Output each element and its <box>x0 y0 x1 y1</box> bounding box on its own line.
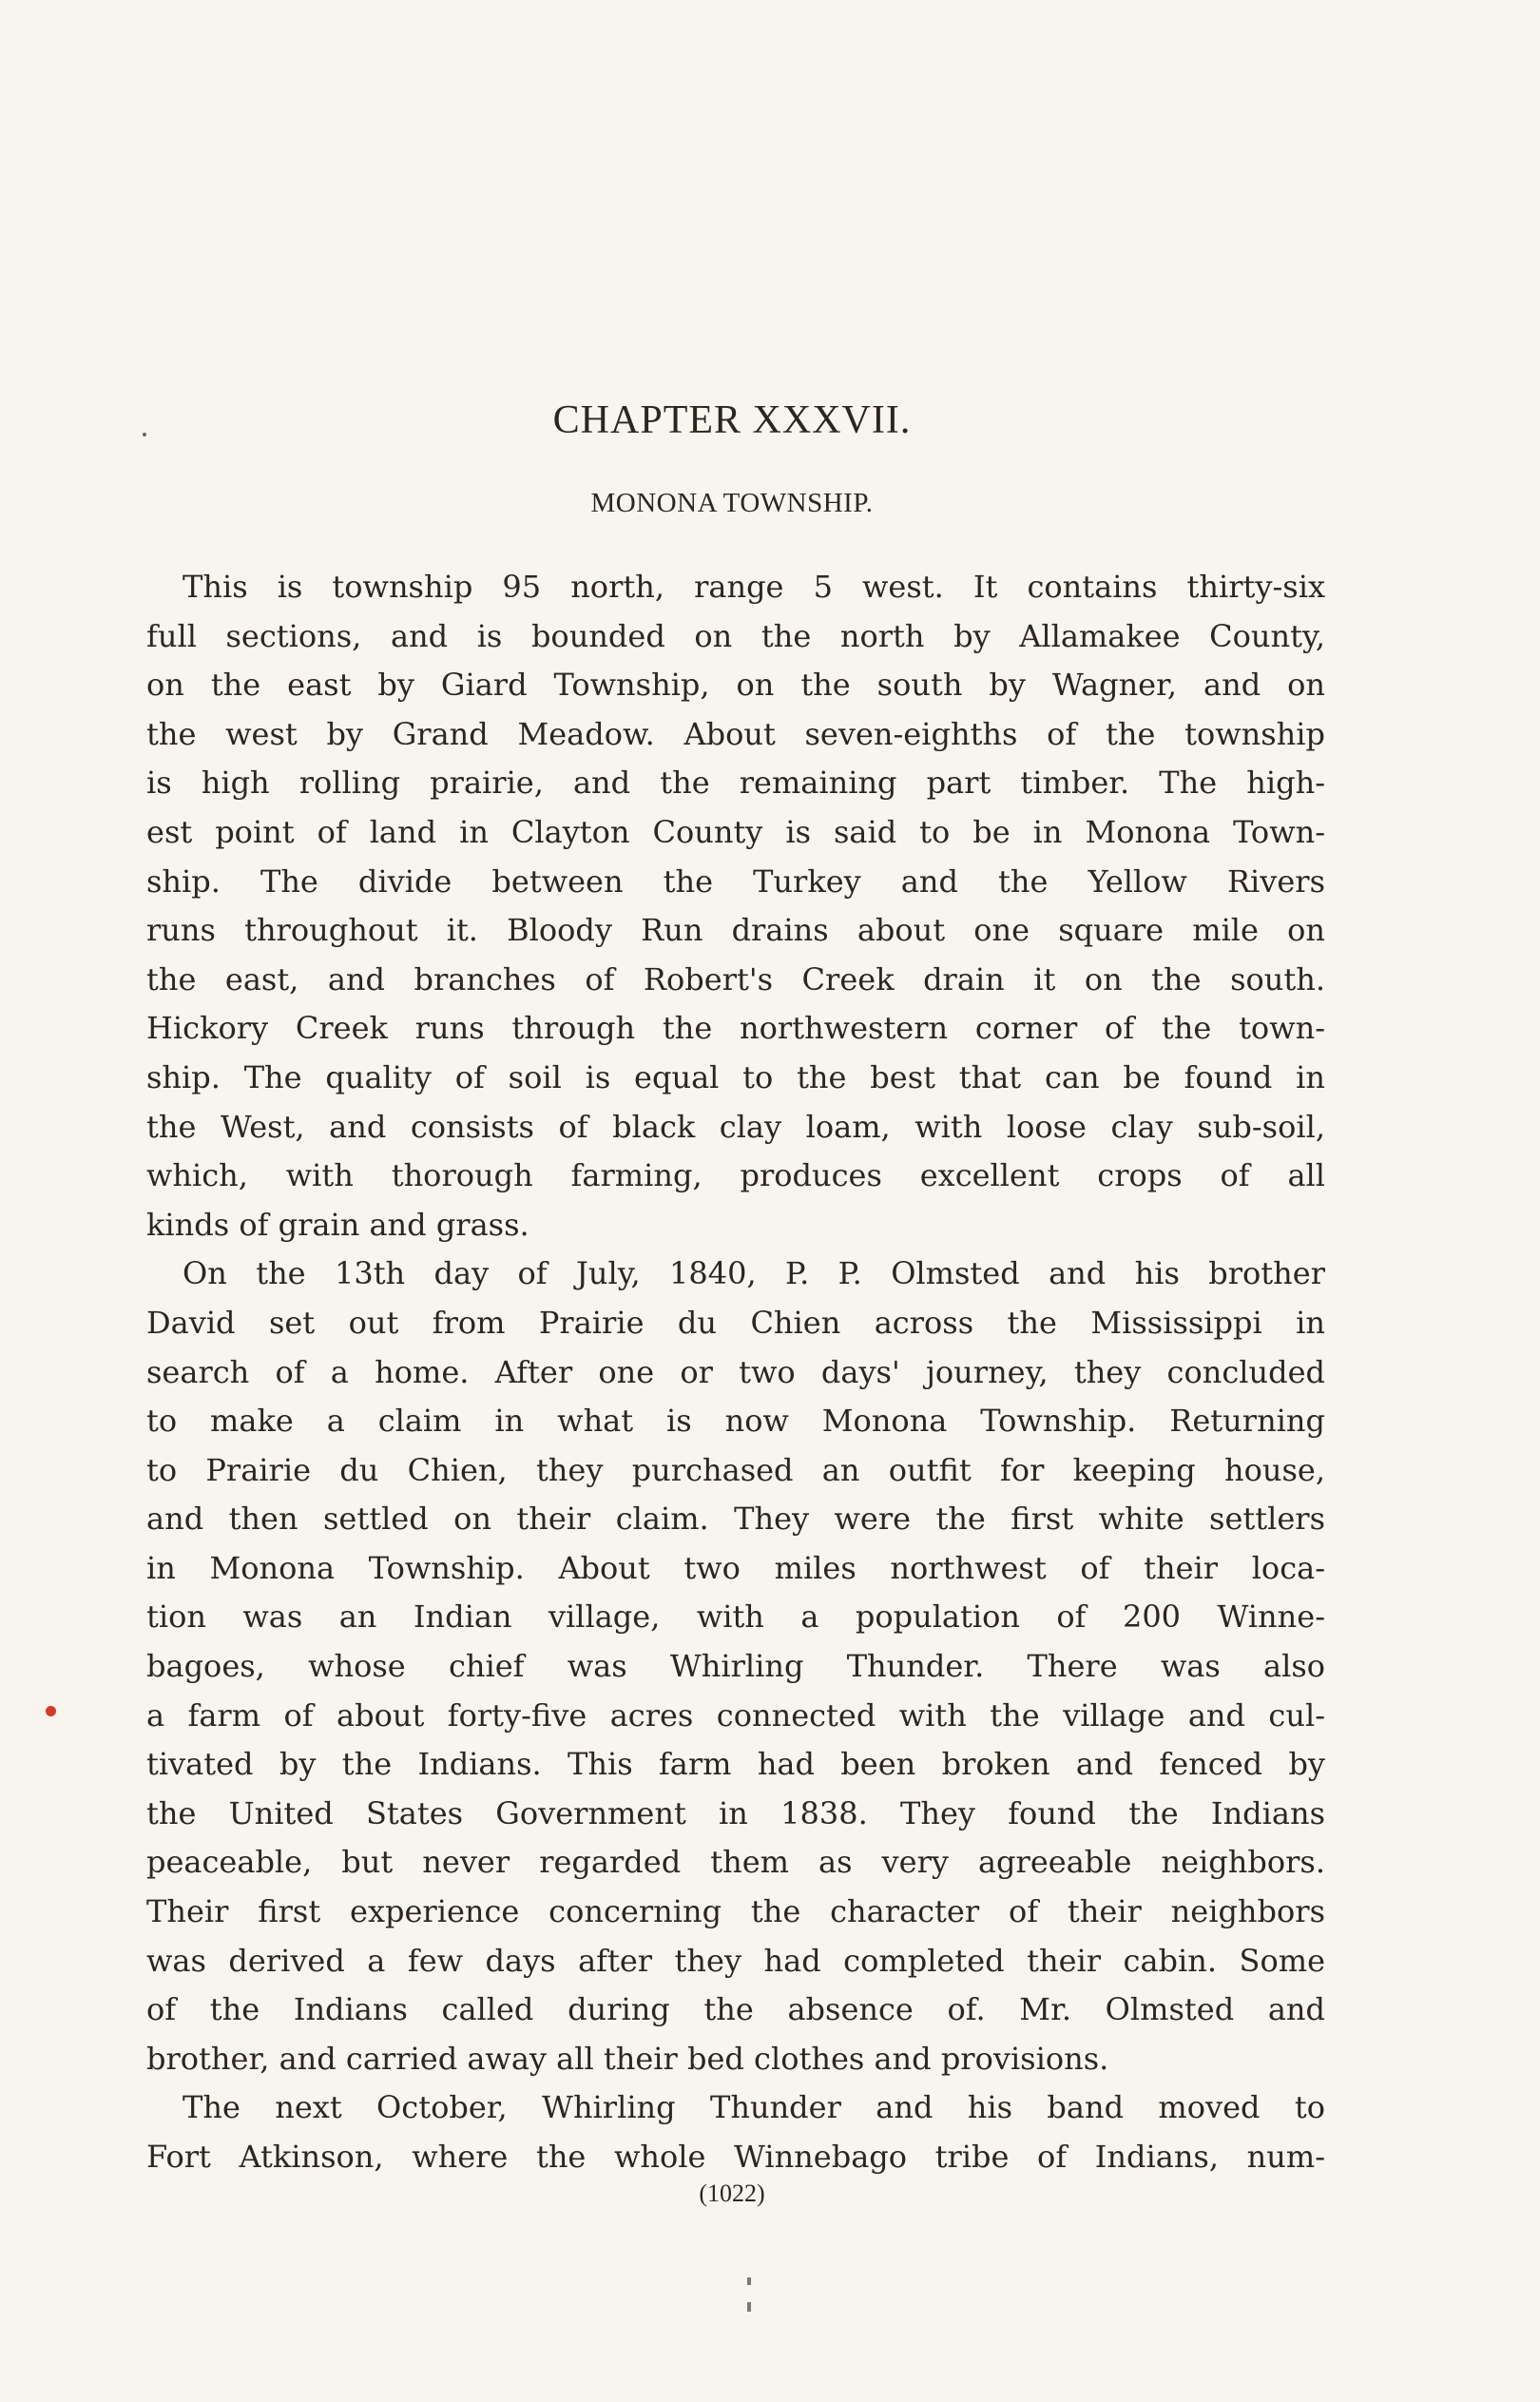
text-line: the west by Grand Meadow. About seven-eighths of the township <box>146 715 1325 752</box>
text-line: was derived a few days after they had completed their cabin. Some <box>146 1942 1325 1979</box>
text-line: Hickory Creek runs through the northwestern corner of the town- <box>146 1010 1325 1047</box>
text-line: full sections, and is bounded on the north by Allamakee County, <box>146 617 1325 654</box>
section-title: MONONA TOWNSHIP. <box>590 488 874 518</box>
text-line: The next October, Whirling Thunder and his band moved to <box>183 2089 1325 2126</box>
text-line: peaceable, but never regarded them as very agreeable neighbors. <box>146 1844 1325 1881</box>
text-line: This is township 95 north, range 5 west. It contains thirty-six <box>183 569 1325 605</box>
margin-red-dot <box>46 1706 56 1716</box>
text-line: bagoes, whose chief was Whirling Thunder. There was also <box>146 1648 1325 1685</box>
text-line: the United States Government in 1838. They found the Indians <box>146 1794 1325 1831</box>
text-line: to Prairie du Chien, they purchased an outfit for keeping house, <box>146 1451 1325 1488</box>
text-line: in Monona Township. About two miles northwest of their loca- <box>146 1549 1325 1586</box>
text-line: on the east by Giard Township, on the south by Wagner, and on <box>146 667 1325 704</box>
text-line: David set out from Prairie du Chien across the Mississippi in <box>146 1304 1325 1341</box>
text-line: brother, and carried away all their bed clothes and provisions. <box>146 2040 1109 2077</box>
text-line: Their first experience concerning the character of their neighbors <box>146 1893 1325 1930</box>
text-line: tion was an Indian village, with a population of 200 Winne- <box>146 1598 1325 1636</box>
text-line: to make a claim in what is now Monona Township. Returning <box>146 1403 1325 1440</box>
text-line: search of a home. After one or two days' journey, they concluded <box>146 1353 1325 1390</box>
text-line: which, with thorough farming, produces excellent crops of all <box>146 1157 1325 1194</box>
text-line: the east, and branches of Robert's Creek drain it on the south. <box>146 960 1325 998</box>
text-line: tivated by the Indians. This farm had been broken and fenced by <box>146 1746 1325 1783</box>
text-line: Fort Atkinson, where the whole Winnebago tribe of Indians, num- <box>146 2139 1325 2175</box>
text-line: and then settled on their claim. They were the first white settlers <box>146 1501 1325 1538</box>
text-line: ship. The quality of soil is equal to the best that can be found in <box>146 1058 1325 1095</box>
text-line: est point of land in Clayton County is said to be in Monona Town- <box>146 813 1325 850</box>
text-line: is high rolling prairie, and the remaining part timber. The high- <box>146 765 1325 802</box>
text-line: On the 13th day of July, 1840, P. P. Olmsted and his brother <box>183 1255 1325 1292</box>
text-line: the West, and consists of black clay loam, with loose clay sub-soil, <box>146 1108 1325 1145</box>
text-line: runs throughout it. Bloody Run drains about one square mile on <box>146 912 1325 949</box>
text-line: of the Indians called during the absence of. Mr. Olmsted and <box>146 1991 1325 2028</box>
chapter-title: CHAPTER XXXVII. <box>552 398 912 442</box>
text-line: a farm of about forty-five acres connected with the village and cul- <box>146 1696 1325 1734</box>
bottom-margin-mark <box>747 2277 751 2312</box>
text-line: kinds of grain and grass. <box>146 1206 529 1243</box>
body-text <box>146 563 1325 2182</box>
page-number: (1022) <box>699 2179 765 2207</box>
text-line: ship. The divide between the Turkey and the Yellow Rivers <box>146 862 1325 900</box>
